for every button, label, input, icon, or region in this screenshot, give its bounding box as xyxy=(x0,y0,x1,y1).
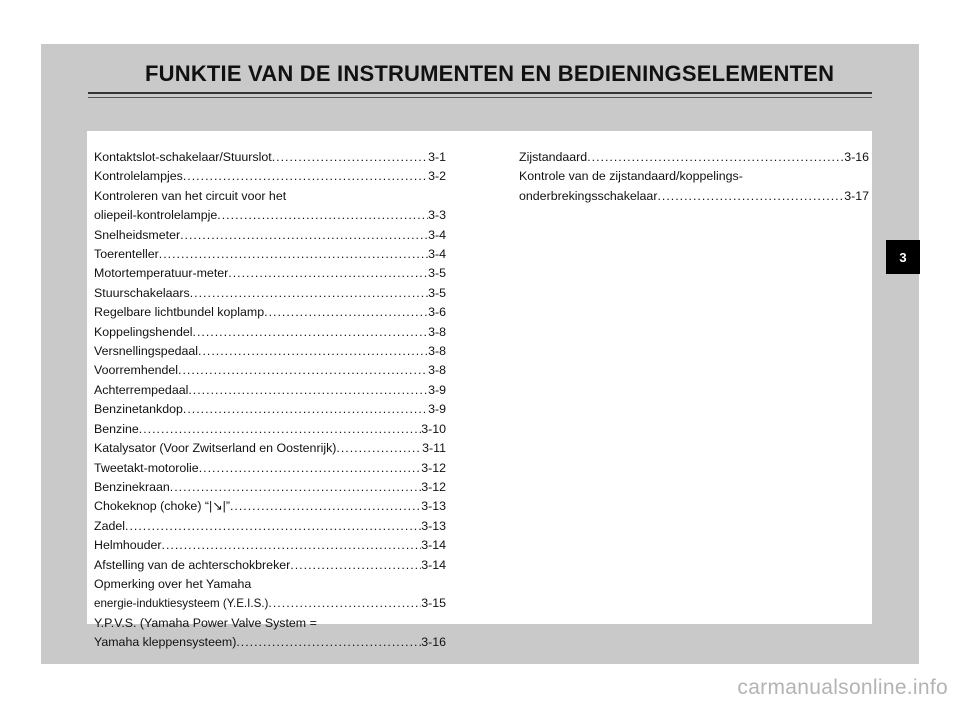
toc-entry[interactable] xyxy=(519,167,869,206)
toc-dot-leader xyxy=(198,342,428,361)
toc-entry-line: Kontroleren van het circuit voor het xyxy=(94,188,287,203)
toc-entry-title: onderbrekingsschakelaar xyxy=(519,188,658,203)
toc-entry-title: Yamaha kleppensysteem) xyxy=(94,635,237,650)
toc-page-number: 3-4 xyxy=(428,247,446,262)
toc-entry[interactable] xyxy=(94,497,446,516)
toc-entry[interactable] xyxy=(94,148,446,167)
chapter-tab[interactable]: 3 xyxy=(886,240,920,274)
toc-page-number: 3-10 xyxy=(421,421,446,436)
toc-entry[interactable] xyxy=(94,303,446,322)
toc-page-number: 3-13 xyxy=(421,499,446,514)
toc-dot-leader xyxy=(236,633,421,652)
toc-entry-title: Benzinetankdop xyxy=(94,402,183,417)
toc-entry-title: Benzinekraan xyxy=(94,479,170,494)
toc-page-number: 3-5 xyxy=(428,285,446,300)
toc-entry[interactable] xyxy=(94,264,446,283)
toc-entry-title: Benzine xyxy=(94,421,139,436)
toc-entry[interactable] xyxy=(94,439,446,458)
toc-entry[interactable] xyxy=(94,614,446,653)
toc-entry[interactable] xyxy=(94,420,446,439)
toc-page-number: 3-16 xyxy=(421,635,446,650)
page-title: FUNKTIE VAN DE INSTRUMENTEN EN BEDIENINGSELEMENTEN xyxy=(145,61,835,86)
toc-entry-line: Kontrole van de zijstandaard/koppelings- xyxy=(519,169,743,184)
toc-page-number: 3-8 xyxy=(428,344,446,359)
toc-dot-leader xyxy=(336,439,422,458)
toc-dot-leader xyxy=(125,517,421,536)
toc-dot-leader xyxy=(217,206,428,225)
toc-entry[interactable] xyxy=(94,342,446,361)
toc-page-number: 3-8 xyxy=(428,363,446,378)
toc-entry-title: Katalysator (Voor Zwitserland en Oostenrijk) xyxy=(94,441,337,456)
toc-entry-title: Toerenteller xyxy=(94,247,159,262)
toc-page-number: 3-14 xyxy=(421,557,446,572)
toc-dot-leader xyxy=(264,303,428,322)
toc-entry[interactable] xyxy=(94,517,446,536)
toc-left-column xyxy=(94,148,446,653)
toc-page-number: 3-12 xyxy=(421,460,446,475)
toc-entry[interactable] xyxy=(94,187,446,226)
toc-entry[interactable] xyxy=(94,245,446,264)
toc-entry-title: Motortemperatuur-meter xyxy=(94,266,229,281)
toc-dot-leader xyxy=(183,167,428,186)
title-rule-thick xyxy=(88,92,872,94)
toc-page-number: 3-13 xyxy=(421,518,446,533)
toc-entry[interactable] xyxy=(94,323,446,342)
toc-dot-leader xyxy=(587,148,844,167)
toc-dot-leader xyxy=(183,400,428,419)
toc-dot-leader xyxy=(193,323,429,342)
toc-entry[interactable] xyxy=(94,167,446,186)
toc-page-number: 3-9 xyxy=(428,382,446,397)
toc-entry[interactable] xyxy=(94,478,446,497)
toc-entry-title: Voorremhendel xyxy=(94,363,179,378)
toc-dot-leader xyxy=(162,536,422,555)
toc-entry-title: Afstelling van de achterschokbreker xyxy=(94,557,291,572)
toc-dot-leader xyxy=(139,420,421,439)
toc-dot-leader xyxy=(290,556,421,575)
title-rule-thin xyxy=(88,97,872,98)
toc-entry-line: Y.P.V.S. (Yamaha Power Valve System = xyxy=(94,615,317,630)
toc-entry-title: Kontrolelampjes xyxy=(94,169,183,184)
toc-dot-leader xyxy=(199,459,422,478)
toc-dot-leader xyxy=(657,187,844,206)
toc-entry-line: Opmerking over het Yamaha xyxy=(94,576,252,591)
toc-dot-leader xyxy=(228,264,428,283)
toc-entry[interactable] xyxy=(94,381,446,400)
toc-entry-title: Tweetakt-motorolie xyxy=(94,460,199,475)
toc-entry-title: Achterrempedaal xyxy=(94,382,189,397)
toc-entry[interactable] xyxy=(94,284,446,303)
toc-entry-title: Zijstandaard xyxy=(519,150,588,164)
toc-page-number: 3-2 xyxy=(428,169,446,184)
toc-entry-title: Kontaktslot-schakelaar/Stuurslot xyxy=(94,150,272,164)
toc-page-number: 3-1 xyxy=(428,150,446,164)
toc-page-number: 3-6 xyxy=(428,305,446,320)
toc-dot-leader xyxy=(268,594,421,613)
toc-entry-title: energie-induktiesysteem (Y.E.I.S.) xyxy=(94,597,269,611)
toc-page-number: 3-4 xyxy=(428,227,446,242)
toc-entry-title: Helmhouder xyxy=(94,538,162,553)
toc-dot-leader xyxy=(272,148,428,167)
toc-page-number: 3-14 xyxy=(421,538,446,553)
toc-entry-title: Zadel xyxy=(94,518,125,533)
toc-page-number: 3-11 xyxy=(422,441,446,456)
toc-entry[interactable] xyxy=(94,400,446,419)
toc-entry-title: Snelheidsmeter xyxy=(94,227,181,242)
toc-dot-leader xyxy=(159,245,428,264)
toc-page-number: 3-8 xyxy=(428,324,446,339)
toc-right-column xyxy=(519,148,869,206)
toc-entry-title: Chokeknop (choke) “|↘|” xyxy=(94,499,230,514)
toc-page-number: 3-15 xyxy=(421,596,446,611)
toc-entry-title: Versnellingspedaal xyxy=(94,344,199,359)
toc-entry[interactable] xyxy=(94,536,446,555)
toc-entry[interactable] xyxy=(94,361,446,380)
toc-dot-leader xyxy=(180,226,428,245)
toc-entry-title: oliepeil-kontrolelampje xyxy=(94,208,218,223)
toc-page-number: 3-16 xyxy=(844,150,869,164)
watermark: carmanualsonline.info xyxy=(737,676,948,699)
toc-dot-leader xyxy=(190,284,428,303)
toc-page-number: 3-3 xyxy=(428,208,446,223)
toc-dot-leader xyxy=(230,497,421,516)
toc-page-number: 3-5 xyxy=(428,266,446,281)
toc-entry[interactable] xyxy=(94,459,446,478)
toc-entry-title: Stuurschakelaars xyxy=(94,285,190,300)
toc-page-number: 3-17 xyxy=(844,188,869,203)
toc-entry[interactable] xyxy=(94,226,446,245)
toc-page-number: 3-12 xyxy=(421,479,446,494)
toc-entry-title: Regelbare lichtbundel koplamp xyxy=(94,305,265,320)
toc-entry[interactable] xyxy=(519,148,869,167)
toc-dot-leader xyxy=(178,361,428,380)
toc-page-number: 3-9 xyxy=(428,402,446,417)
toc-dot-leader xyxy=(188,381,428,400)
toc-entry[interactable] xyxy=(94,556,446,575)
toc-entry[interactable] xyxy=(94,575,446,614)
toc-dot-leader xyxy=(170,478,421,497)
toc-entry-title: Koppelingshendel xyxy=(94,324,193,339)
